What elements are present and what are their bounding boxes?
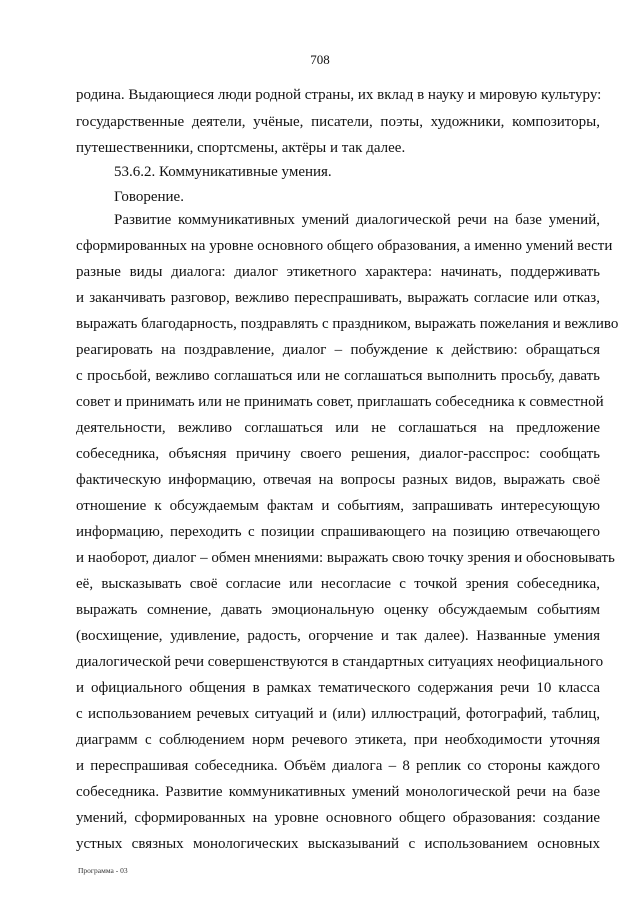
page-footer: Программа - 03 <box>78 866 128 875</box>
text-line: собеседника, объясняя причину своего решения, диалог-расспрос: сообщать <box>76 446 600 462</box>
text-line: фактическую информацию, отвечая на вопросы разных видов, выражать своё <box>76 472 600 488</box>
text-line: путешественники, спортсмены, актёры и так далее. <box>76 140 406 156</box>
text-line: Развитие коммуникативных умений диалогической речи на базе умений, <box>114 212 600 228</box>
text-line: с просьбой, вежливо соглашаться или не соглашаться выполнить просьбу, давать <box>76 368 600 384</box>
text-line: собеседника. Развитие коммуникативных умений монологической речи на базе <box>76 784 600 800</box>
text-line: диаграмм с соблюдением норм речевого этикета, при необходимости уточняя <box>76 732 600 748</box>
text-line: родина. Выдающиеся люди родной страны, их вклад в науку и мировую культуру: <box>76 87 602 103</box>
text-line: государственные деятели, учёные, писатели, поэты, художники, композиторы, <box>76 114 600 130</box>
text-line: выражать сомнение, давать эмоциональную оценку обсуждаемым событиям <box>76 602 600 618</box>
text-line: (восхищение, удивление, радость, огорчение и так далее). Названные умения <box>76 628 600 644</box>
text-line: выражать благодарность, поздравлять с праздником, выражать пожелания и вежливо <box>76 316 619 332</box>
text-line: отношение к обсуждаемым фактам и событиям, запрашивать интересующую <box>76 498 600 514</box>
text-line: сформированных на уровне основного общего образования, а именно умений вести <box>76 238 613 254</box>
section-heading: 53.6.2. Коммуникативные умения. <box>114 164 332 180</box>
text-line: и наоборот, диалог – обмен мнениями: выражать свою точку зрения и обосновывать <box>76 550 615 566</box>
text-line: и переспрашивая собеседника. Объём диалога – 8 реплик со стороны каждого <box>76 758 600 774</box>
text-line: устных связных монологических высказываний с использованием основных <box>76 836 600 852</box>
text-line: и заканчивать разговор, вежливо переспрашивать, выражать согласие или отказ, <box>76 290 600 306</box>
text-line: совет и принимать или не принимать совет, приглашать собеседника к совместной <box>76 394 604 410</box>
text-line: её, высказывать своё согласие или несогласие с точкой зрения собеседника, <box>76 576 600 592</box>
page-number: 708 <box>310 52 330 67</box>
text-line: реагировать на поздравление, диалог – побуждение к действию: обращаться <box>76 342 600 358</box>
text-line: информацию, переходить с позиции спрашивающего на позицию отвечающего <box>76 524 600 540</box>
text-line: деятельности, вежливо соглашаться или не соглашаться на предложение <box>76 420 600 436</box>
text-line: с использованием речевых ситуаций и (или) иллюстраций, фотографий, таблиц, <box>76 706 600 722</box>
text-line: и официального общения в рамках тематического содержания речи 10 класса <box>76 680 600 696</box>
subsection-heading: Говорение. <box>114 189 184 205</box>
text-line: разные виды диалога: диалог этикетного характера: начинать, поддерживать <box>76 264 600 280</box>
text-line: диалогической речи совершенствуются в стандартных ситуациях неофициального <box>76 654 604 670</box>
text-line: умений, сформированных на уровне основного общего образования: создание <box>76 810 600 826</box>
